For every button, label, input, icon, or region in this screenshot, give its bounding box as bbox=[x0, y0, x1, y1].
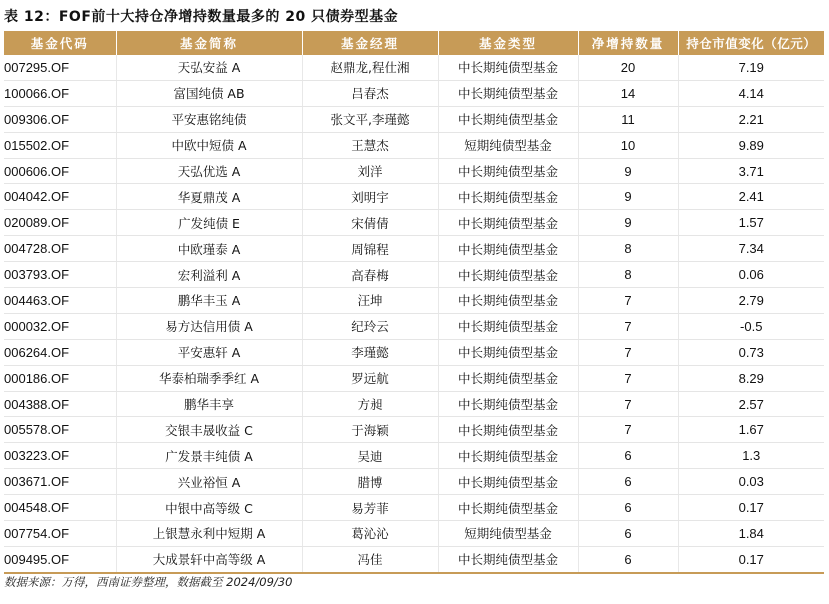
cell-fund-code: 004388.OF bbox=[4, 391, 116, 417]
table-row bbox=[4, 313, 824, 339]
cell-fund-code: 003223.OF bbox=[4, 443, 116, 469]
cell-fund-code: 009495.OF bbox=[4, 546, 116, 572]
table-row bbox=[4, 417, 824, 443]
cell-fund-manager: 腊博 bbox=[302, 469, 438, 495]
source-note: 数据来源：万得，西南证券整理，数据截至 2024/09/30 bbox=[4, 575, 293, 589]
cell-fund-manager: 易芳菲 bbox=[302, 495, 438, 521]
cell-value-change: 9.89 bbox=[678, 132, 824, 158]
cell-fund-manager: 王慧杰 bbox=[302, 132, 438, 158]
cell-fund-name: 平安惠轩 A bbox=[116, 339, 302, 365]
table-row bbox=[4, 236, 824, 262]
cell-net-increase: 8 bbox=[578, 262, 678, 288]
cell-value-change: 0.06 bbox=[678, 262, 824, 288]
cell-fund-manager: 于海颖 bbox=[302, 417, 438, 443]
cell-net-increase: 6 bbox=[578, 546, 678, 572]
cell-fund-manager: 赵鼎龙,程仕湘 bbox=[302, 55, 438, 80]
cell-fund-name: 中欧中短债 A bbox=[116, 132, 302, 158]
cell-net-increase: 9 bbox=[578, 158, 678, 184]
cell-value-change: 1.84 bbox=[678, 521, 824, 547]
cell-net-increase: 7 bbox=[578, 417, 678, 443]
table-row bbox=[4, 546, 824, 572]
cell-fund-code: 004042.OF bbox=[4, 184, 116, 210]
cell-fund-code: 015502.OF bbox=[4, 132, 116, 158]
cell-value-change: 2.41 bbox=[678, 184, 824, 210]
cell-fund-name: 富国纯债 AB bbox=[116, 80, 302, 106]
cell-fund-type: 中长期纯债型基金 bbox=[438, 391, 578, 417]
cell-fund-code: 000606.OF bbox=[4, 158, 116, 184]
cell-fund-type: 中长期纯债型基金 bbox=[438, 158, 578, 184]
cell-value-change: 3.71 bbox=[678, 158, 824, 184]
cell-value-change: 8.29 bbox=[678, 365, 824, 391]
cell-fund-code: 004548.OF bbox=[4, 495, 116, 521]
cell-net-increase: 20 bbox=[578, 55, 678, 80]
table-row bbox=[4, 55, 824, 80]
cell-fund-type: 短期纯债型基金 bbox=[438, 521, 578, 547]
cell-net-increase: 9 bbox=[578, 210, 678, 236]
cell-fund-code: 004463.OF bbox=[4, 288, 116, 314]
cell-fund-type: 中长期纯债型基金 bbox=[438, 106, 578, 132]
cell-net-increase: 7 bbox=[578, 288, 678, 314]
table-row bbox=[4, 184, 824, 210]
cell-fund-manager: 宋倩倩 bbox=[302, 210, 438, 236]
cell-fund-code: 100066.OF bbox=[4, 80, 116, 106]
cell-net-increase: 6 bbox=[578, 443, 678, 469]
header-fund-manager: 基金经理 bbox=[302, 31, 438, 55]
cell-net-increase: 11 bbox=[578, 106, 678, 132]
cell-net-increase: 7 bbox=[578, 339, 678, 365]
table-row bbox=[4, 288, 824, 314]
cell-fund-code: 003793.OF bbox=[4, 262, 116, 288]
cell-fund-type: 中长期纯债型基金 bbox=[438, 313, 578, 339]
cell-net-increase: 8 bbox=[578, 236, 678, 262]
cell-fund-name: 鹏华丰玉 A bbox=[116, 288, 302, 314]
cell-fund-type: 短期纯债型基金 bbox=[438, 132, 578, 158]
cell-value-change: 7.19 bbox=[678, 55, 824, 80]
table-row bbox=[4, 339, 824, 365]
cell-fund-type: 中长期纯债型基金 bbox=[438, 365, 578, 391]
cell-fund-manager: 周锦程 bbox=[302, 236, 438, 262]
cell-value-change: -0.5 bbox=[678, 313, 824, 339]
cell-fund-code: 020089.OF bbox=[4, 210, 116, 236]
cell-fund-type: 中长期纯债型基金 bbox=[438, 417, 578, 443]
cell-fund-type: 中长期纯债型基金 bbox=[438, 288, 578, 314]
cell-fund-name: 上银慧永利中短期 A bbox=[116, 521, 302, 547]
header-net-increase: 净增持数量 bbox=[578, 31, 678, 55]
cell-fund-manager: 葛沁沁 bbox=[302, 521, 438, 547]
cell-fund-manager: 高春梅 bbox=[302, 262, 438, 288]
cell-fund-name: 广发纯债 E bbox=[116, 210, 302, 236]
cell-net-increase: 7 bbox=[578, 365, 678, 391]
cell-fund-manager: 罗远航 bbox=[302, 365, 438, 391]
fund-table bbox=[4, 31, 824, 574]
cell-fund-code: 005578.OF bbox=[4, 417, 116, 443]
cell-value-change: 0.17 bbox=[678, 495, 824, 521]
cell-fund-type: 中长期纯债型基金 bbox=[438, 339, 578, 365]
table-row bbox=[4, 469, 824, 495]
cell-fund-type: 中长期纯债型基金 bbox=[438, 443, 578, 469]
cell-fund-name: 天弘安益 A bbox=[116, 55, 302, 80]
cell-fund-code: 003671.OF bbox=[4, 469, 116, 495]
table-title: 表 12：FOF前十大持仓净增持数量最多的 20 只债券型基金 bbox=[4, 9, 399, 25]
table-row bbox=[4, 443, 824, 469]
cell-net-increase: 9 bbox=[578, 184, 678, 210]
cell-fund-code: 000186.OF bbox=[4, 365, 116, 391]
table-row bbox=[4, 262, 824, 288]
cell-fund-code: 004728.OF bbox=[4, 236, 116, 262]
table-header-row bbox=[4, 31, 824, 55]
cell-net-increase: 6 bbox=[578, 495, 678, 521]
cell-value-change: 0.73 bbox=[678, 339, 824, 365]
cell-fund-name: 大成景轩中高等级 A bbox=[116, 546, 302, 572]
cell-fund-code: 000032.OF bbox=[4, 313, 116, 339]
cell-fund-type: 中长期纯债型基金 bbox=[438, 495, 578, 521]
cell-fund-type: 中长期纯债型基金 bbox=[438, 210, 578, 236]
cell-value-change: 1.3 bbox=[678, 443, 824, 469]
cell-net-increase: 10 bbox=[578, 132, 678, 158]
table-row bbox=[4, 132, 824, 158]
cell-fund-type: 中长期纯债型基金 bbox=[438, 262, 578, 288]
cell-value-change: 1.57 bbox=[678, 210, 824, 236]
cell-fund-name: 平安惠铭纯债 bbox=[116, 106, 302, 132]
cell-fund-name: 兴业裕恒 A bbox=[116, 469, 302, 495]
header-fund-name: 基金简称 bbox=[116, 31, 302, 55]
cell-fund-manager: 冯佳 bbox=[302, 546, 438, 572]
table-row bbox=[4, 365, 824, 391]
cell-fund-name: 中银中高等级 C bbox=[116, 495, 302, 521]
cell-fund-type: 中长期纯债型基金 bbox=[438, 546, 578, 572]
table-row bbox=[4, 391, 824, 417]
table-row bbox=[4, 495, 824, 521]
cell-net-increase: 7 bbox=[578, 391, 678, 417]
cell-fund-name: 易方达信用债 A bbox=[116, 313, 302, 339]
cell-fund-code: 009306.OF bbox=[4, 106, 116, 132]
cell-fund-manager: 刘明宇 bbox=[302, 184, 438, 210]
cell-fund-type: 中长期纯债型基金 bbox=[438, 80, 578, 106]
cell-fund-name: 宏利溢利 A bbox=[116, 262, 302, 288]
cell-fund-manager: 李瑾懿 bbox=[302, 339, 438, 365]
cell-value-change: 1.67 bbox=[678, 417, 824, 443]
cell-fund-type: 中长期纯债型基金 bbox=[438, 184, 578, 210]
cell-value-change: 2.57 bbox=[678, 391, 824, 417]
cell-fund-type: 中长期纯债型基金 bbox=[438, 55, 578, 80]
cell-net-increase: 7 bbox=[578, 313, 678, 339]
cell-fund-name: 广发景丰纯债 A bbox=[116, 443, 302, 469]
cell-fund-name: 华夏鼎茂 A bbox=[116, 184, 302, 210]
cell-fund-manager: 方昶 bbox=[302, 391, 438, 417]
header-fund-type: 基金类型 bbox=[438, 31, 578, 55]
header-fund-code: 基金代码 bbox=[4, 31, 116, 55]
cell-fund-manager: 吴迪 bbox=[302, 443, 438, 469]
cell-fund-name: 交银丰晟收益 C bbox=[116, 417, 302, 443]
cell-fund-name: 鹏华丰享 bbox=[116, 391, 302, 417]
cell-fund-name: 天弘优选 A bbox=[116, 158, 302, 184]
cell-fund-manager: 刘洋 bbox=[302, 158, 438, 184]
cell-fund-manager: 纪玲云 bbox=[302, 313, 438, 339]
cell-fund-type: 中长期纯债型基金 bbox=[438, 469, 578, 495]
table-row bbox=[4, 158, 824, 184]
table-body bbox=[4, 55, 824, 573]
cell-value-change: 0.17 bbox=[678, 546, 824, 572]
cell-fund-name: 华泰柏瑞季季红 A bbox=[116, 365, 302, 391]
cell-fund-name: 中欧瑾泰 A bbox=[116, 236, 302, 262]
cell-fund-manager: 张文平,李瑾懿 bbox=[302, 106, 438, 132]
cell-value-change: 4.14 bbox=[678, 80, 824, 106]
table-row bbox=[4, 521, 824, 547]
cell-value-change: 2.21 bbox=[678, 106, 824, 132]
cell-net-increase: 6 bbox=[578, 469, 678, 495]
cell-value-change: 2.79 bbox=[678, 288, 824, 314]
cell-fund-code: 006264.OF bbox=[4, 339, 116, 365]
cell-value-change: 7.34 bbox=[678, 236, 824, 262]
header-value-change: 持仓市值变化（亿元） bbox=[678, 31, 824, 55]
cell-fund-code: 007754.OF bbox=[4, 521, 116, 547]
cell-fund-code: 007295.OF bbox=[4, 55, 116, 80]
cell-fund-manager: 吕春杰 bbox=[302, 80, 438, 106]
cell-fund-manager: 汪坤 bbox=[302, 288, 438, 314]
cell-value-change: 0.03 bbox=[678, 469, 824, 495]
table-row bbox=[4, 210, 824, 236]
cell-net-increase: 6 bbox=[578, 521, 678, 547]
table-row bbox=[4, 80, 824, 106]
cell-fund-type: 中长期纯债型基金 bbox=[438, 236, 578, 262]
cell-net-increase: 14 bbox=[578, 80, 678, 106]
table-row bbox=[4, 106, 824, 132]
